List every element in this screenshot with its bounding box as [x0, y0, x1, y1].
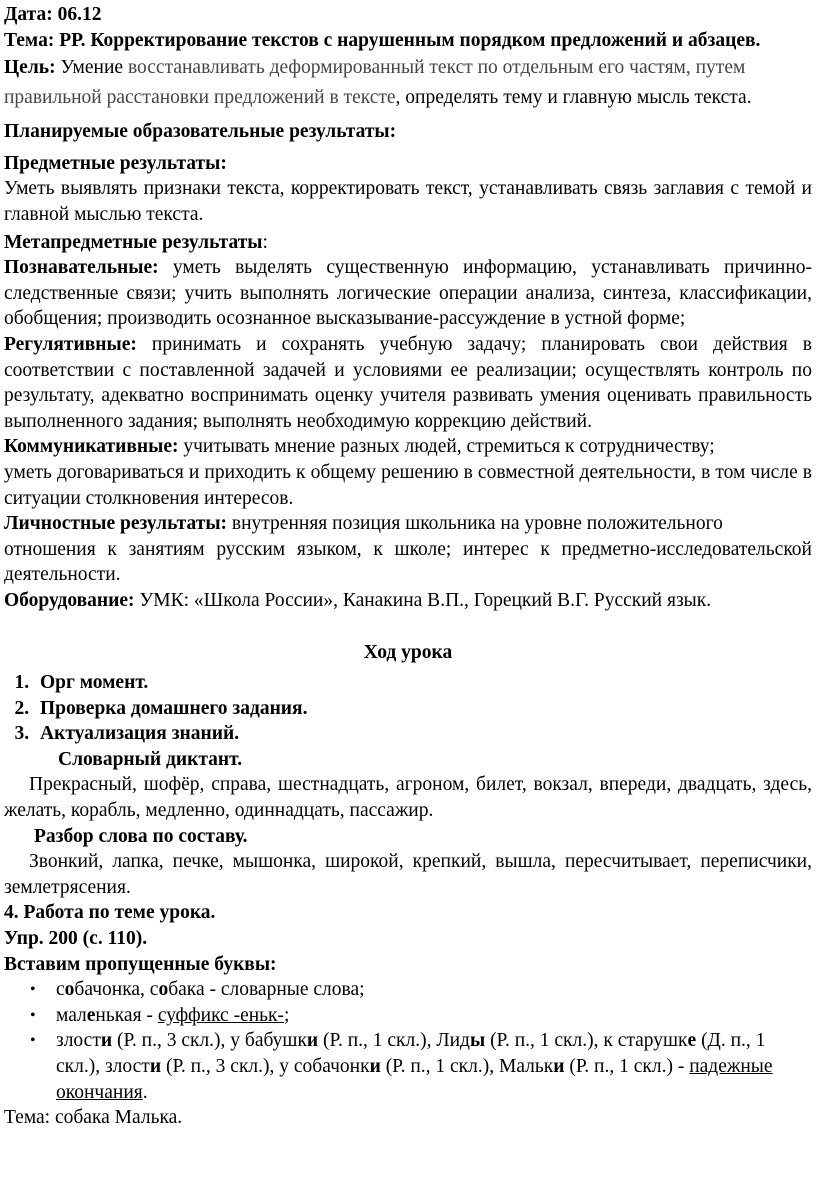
- inserted-letter: и: [553, 1055, 565, 1077]
- cognitive-label: Познавательные:: [4, 257, 159, 279]
- word-part: (Р. п., 1 скл.) -: [564, 1055, 690, 1077]
- meta-results-heading: [4, 230, 812, 256]
- communicative-text-1: учитывать мнение разных людей, стремиться к сотрудничеству;: [178, 436, 715, 458]
- planned-results-heading-text: Планируемые образовательные результаты:: [4, 121, 397, 143]
- endings-underlined: падежные окончания: [56, 1055, 773, 1103]
- subject-results-heading-text: Предметные результаты:: [4, 152, 227, 174]
- word-part: с: [56, 979, 65, 1001]
- lesson-heading: [4, 640, 812, 666]
- communicative-text-2: уметь договариваться и приходить к общему решению в совместной деятельности, в том числе в ситуации столкновения интересов.: [4, 461, 812, 509]
- lesson-heading-text: Ход урока: [363, 642, 453, 664]
- step-item: 2. Проверка домашнего задания.: [34, 696, 812, 722]
- subject-results-text: Уметь выявлять признаки текста, корректировать текст, устанавливать связь заглавия с темой и главной мыслью текста.: [4, 178, 812, 225]
- inserted-letter: и: [100, 1030, 113, 1052]
- regulative-label: Регулятивные:: [4, 333, 137, 355]
- exercise-text: Упр. 200 (с. 110).: [4, 928, 148, 949]
- footer-topic: Тема: собака Малька.: [4, 1107, 183, 1129]
- date-label: Дата:: [4, 4, 53, 25]
- word-part: нькая -: [95, 1004, 158, 1026]
- word-part: (Р. п., 3 скл.), у собачонк: [161, 1055, 370, 1077]
- goal-text-2: восстанавливать деформированный текст по отдельным его частям, путем правильной расстановки предложений в тексте: [4, 57, 746, 109]
- dictation-text: Прекрасный, шофёр, справа, шестнадцать, агроном, билет, вокзал, впереди, двадцать, здесь, желать, корабль, медленно, одиннадцать, пассажир.: [4, 774, 812, 822]
- parsing-heading: Разбор слова по составу.: [34, 825, 248, 847]
- word-part: мал: [56, 1004, 87, 1026]
- personal-text-1: внутренняя позиция школьника на уровне положительного: [231, 513, 723, 535]
- work-heading-text: 4. Работа по теме урока.: [4, 902, 216, 924]
- meta-results-heading-text: Метапредметные результаты: [4, 231, 263, 253]
- inserted-letter: е: [687, 1030, 697, 1052]
- list-item: [56, 1003, 812, 1029]
- word-part: (Р. п., 1 скл.), Лид: [318, 1030, 470, 1052]
- word-part: бачонка, с: [74, 979, 159, 1001]
- step-item: 1. Орг момент.: [34, 670, 812, 696]
- personal-text-2: отношения к занятиям русским языком, к школе; интерес к предметно-исследовательской деятельности.: [4, 538, 812, 586]
- insert-letters-text: Вставим пропущенные буквы:: [4, 953, 277, 975]
- word-part: злост: [56, 1030, 101, 1052]
- inserted-letter: и: [369, 1055, 381, 1077]
- date-line: [4, 2, 812, 28]
- dictation-heading: Словарный диктант.: [58, 748, 243, 770]
- equipment-line: [4, 588, 812, 614]
- meta-colon: :: [262, 231, 268, 253]
- lesson-steps: [4, 670, 812, 747]
- date-value: 06.12: [52, 4, 102, 25]
- regulative-text: принимать и сохранять учебную задачу; планировать свои действия в соответствии с поставленной задачей и условиями ее реализации; осуществлять контроль по результату, адекватно воспринимать оценку учителя развивать умения оценивать правильность выполненного задания; выполнять необходимую коррекцию действий.: [4, 333, 812, 432]
- word-part: (Р. п., 3 скл.), у бабушк: [112, 1030, 307, 1052]
- cognitive-text: уметь выделять существенную информацию, устанавливать причинно-следственные связи; учить выполнять логические операции анализа, синтеза, классификации, обобщения; производить осознанное высказывание-рассуждение в устной форме;: [4, 257, 812, 330]
- word-part: (Р. п., 1 скл.), Мальк: [380, 1055, 554, 1077]
- communicative-line-1: [4, 434, 812, 460]
- topic-line: [4, 28, 812, 54]
- step-item: 3. Актуализация знаний.: [34, 721, 812, 747]
- word-part: (Д. п., 1 скл.), злост: [56, 1030, 766, 1077]
- inserted-letter: и: [149, 1055, 162, 1077]
- bullet-list: [4, 977, 812, 1105]
- goal-text-3: , определять тему и главную мысль текста.: [395, 87, 752, 109]
- cognitive-paragraph: [4, 255, 812, 332]
- equipment-text: УМК: «Школа России», Канакина В.П., Горецкий В.Г. Русский язык.: [134, 589, 712, 611]
- topic-label: Тема:: [4, 29, 60, 51]
- equipment-label: Оборудование:: [4, 589, 135, 611]
- regulative-paragraph: [4, 332, 812, 434]
- work-heading: [4, 900, 812, 926]
- inserted-letter: и: [306, 1030, 319, 1052]
- topic-text: РР. Корректирование текстов с нарушенным порядком предложений и абзацев.: [59, 29, 761, 51]
- inserted-letter: о: [64, 979, 75, 1001]
- goal-paragraph: [4, 53, 812, 113]
- word-part: .: [142, 1081, 148, 1103]
- list-item: [56, 977, 812, 1003]
- inserted-letter: е: [86, 1004, 96, 1026]
- goal-text-1: Умение: [55, 57, 128, 79]
- personal-line-1: [4, 511, 812, 537]
- personal-label: Личностные результаты:: [4, 513, 232, 535]
- inserted-letter: о: [158, 979, 169, 1001]
- insert-letters-heading: [4, 952, 812, 978]
- communicative-label: Коммуникативные:: [4, 436, 179, 458]
- subject-results-heading: [4, 151, 812, 177]
- exercise-line: [4, 926, 812, 952]
- word-part: (Р. п., 1 скл.), к старушк: [485, 1030, 688, 1052]
- list-item: [56, 1028, 812, 1105]
- goal-label: Цель:: [4, 57, 56, 79]
- suffix-underlined: суффикс -еньк-: [157, 1004, 285, 1026]
- parsing-text: Звонкий, лапка, печке, мышонка, широкой, крепкий, вышла, пересчитывает, переписчики, землетрясения.: [4, 851, 812, 898]
- planned-results-heading: [4, 119, 812, 145]
- word-part: ;: [284, 1004, 290, 1026]
- inserted-letter: ы: [469, 1030, 486, 1052]
- word-part: бака - словарные слова;: [168, 979, 365, 1001]
